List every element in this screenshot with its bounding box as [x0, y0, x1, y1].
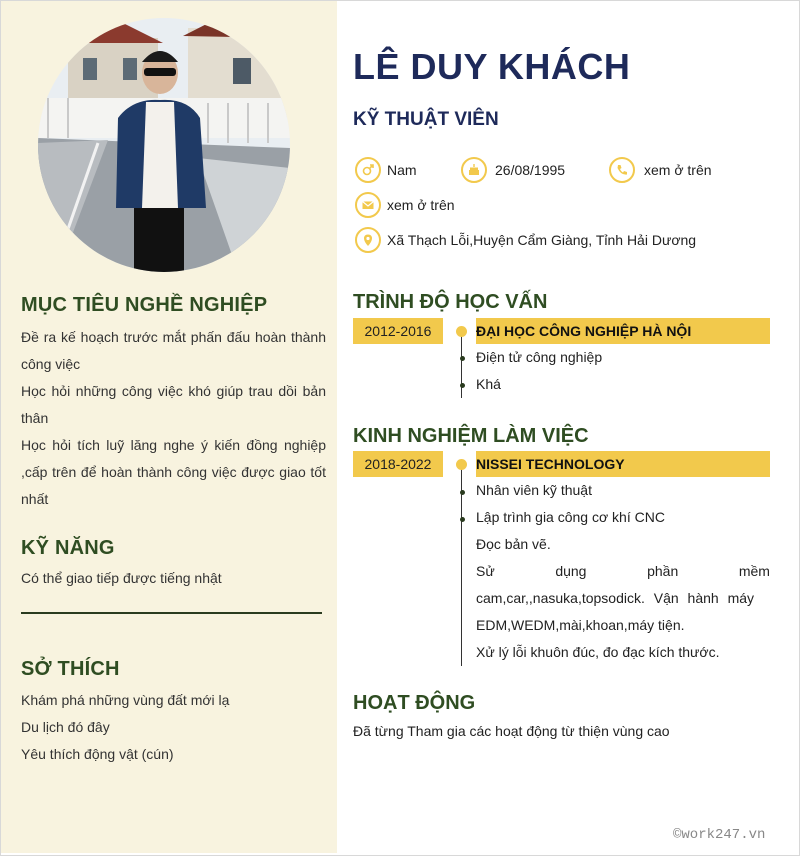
bullet-dot — [460, 490, 465, 495]
objective-line: Học hỏi tích luỹ lăng nghe ý kiến đồng nghiệp ,cấp trên để hoàn thành công việc được giao tốt nhất — [21, 437, 326, 507]
experience-duty: Xử lý lỗi khuôn đúc, đo đạc kích thước. — [476, 644, 720, 660]
duty-line — [476, 585, 770, 612]
birthday-value: 26/08/1995 — [495, 162, 566, 178]
experience-duty: Đọc bản vẽ. — [476, 536, 551, 552]
experience-marker — [456, 459, 467, 470]
birthday-cake-icon — [461, 157, 487, 183]
hobby-item: Yêu thích động vật (cún) — [21, 746, 174, 762]
activities-heading: HOẠT ĐỘNG — [353, 692, 476, 714]
experience-heading: KINH NGHIỆM LÀM VIỆC — [353, 425, 589, 447]
objective-line: Đề ra kế hoạch trước mắt phấn đấu hoàn thành công việc — [21, 329, 326, 372]
email-icon — [355, 192, 381, 218]
bullet-dot — [460, 383, 465, 388]
phone-icon — [609, 157, 635, 183]
bullet-dot — [460, 356, 465, 361]
duty-line: EDM,WEDM,mài,khoan,máy tiện. — [476, 617, 685, 633]
education-major: Điện tử công nghiệp — [476, 349, 603, 365]
education-grade: Khá — [476, 376, 501, 392]
email-value: xem ở trên — [387, 197, 455, 213]
skills-text: Có thể giao tiếp được tiếng nhật — [21, 570, 222, 586]
objective-heading: MỤC TIÊU NGHỀ NGHIỆP — [21, 294, 268, 316]
hobbies-list — [21, 687, 326, 768]
duty-text: cam,car,,nasuka,topsodick. Vận hành máy — [476, 590, 755, 606]
experience-period: 2018-2022 — [353, 451, 443, 477]
duty-word: mềm — [738, 563, 770, 579]
info-email — [355, 192, 455, 218]
experience-position: Nhân viên kỹ thuật — [476, 482, 592, 498]
experience-duty: Lập trình gia công cơ khí CNC — [476, 509, 665, 525]
gender-value: Nam — [387, 162, 417, 178]
education-marker — [456, 326, 467, 337]
candidate-name: LÊ DUY KHÁCH — [353, 46, 631, 87]
info-birthday — [461, 157, 565, 183]
sidebar-divider — [21, 612, 322, 614]
bullet-dot — [460, 517, 465, 522]
duty-word: phần — [647, 563, 679, 579]
address-value: Xã Thạch Lỗi,Huyện Cẩm Giàng, Tỉnh Hải Dương — [387, 232, 697, 248]
phone-value: xem ở trên — [644, 162, 712, 178]
info-gender — [355, 157, 417, 183]
objective-line: Học hỏi những công việc khó giúp trau dồi bản thân — [21, 383, 326, 426]
duty-word: Sử — [476, 563, 495, 579]
duty-word: dụng — [555, 563, 587, 579]
experience-company: NISSEI TECHNOLOGY — [476, 451, 770, 477]
watermark: ©work247.vn — [673, 827, 766, 843]
profile-photo — [38, 18, 290, 272]
hobbies-heading: SỞ THÍCH — [21, 658, 120, 680]
info-address — [355, 227, 696, 253]
job-title: KỸ THUẬT VIÊN — [353, 109, 499, 130]
hobby-item: Khám phá những vùng đất mới lạ — [21, 692, 230, 708]
skills-heading: KỸ NĂNG — [21, 537, 115, 559]
info-phone — [609, 157, 712, 183]
duty-line — [476, 558, 770, 585]
hobby-item: Du lịch đó đây — [21, 719, 110, 735]
objective-text — [21, 324, 326, 513]
experience-duty — [476, 558, 770, 639]
activities-text: Đã từng Tham gia các hoạt động từ thiện vùng cao — [353, 723, 670, 739]
education-period: 2012-2016 — [353, 318, 443, 344]
education-school: ĐẠI HỌC CÔNG NGHIỆP HÀ NỘI — [476, 318, 770, 344]
location-icon — [355, 227, 381, 253]
education-heading: TRÌNH ĐỘ HỌC VẤN — [353, 291, 548, 313]
gender-icon — [355, 157, 381, 183]
